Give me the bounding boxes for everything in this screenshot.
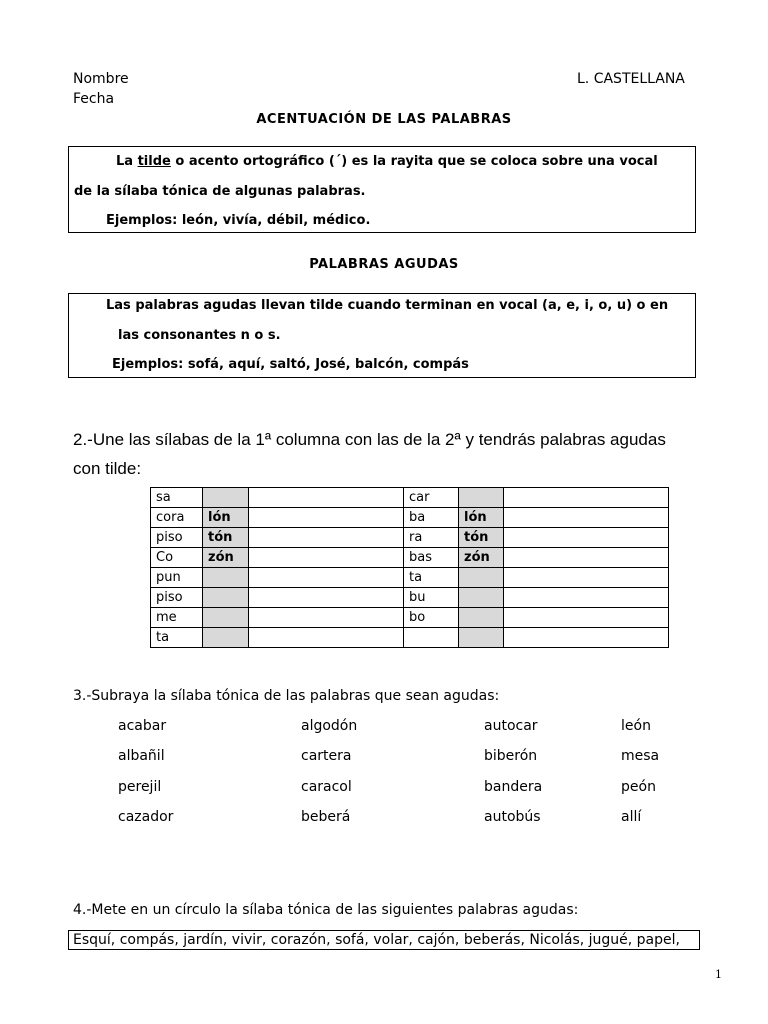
tilde-definition-box — [68, 146, 696, 233]
syllable-cell: piso — [151, 588, 203, 608]
table-row — [151, 488, 669, 508]
answer-cell[interactable] — [249, 548, 404, 568]
table-row — [151, 548, 669, 568]
exercise-3-word: beberá — [301, 809, 351, 825]
exercise-3-word: caracol — [301, 779, 352, 795]
syllable-cell: car — [404, 488, 459, 508]
syllable-ending-cell: lón — [459, 508, 504, 528]
exercise-3-word: acabar — [118, 718, 167, 734]
answer-cell[interactable] — [249, 588, 404, 608]
table-row — [151, 568, 669, 588]
tilde-examples: Ejemplos: león, vivía, débil, médico. — [106, 213, 371, 228]
syllable-cell: Co — [151, 548, 203, 568]
answer-cell[interactable] — [249, 508, 404, 528]
syllable-ending-cell — [459, 628, 504, 648]
syllable-ending-cell: tón — [459, 528, 504, 548]
syllable-ending-cell — [459, 568, 504, 588]
exercise-3-word: autocar — [484, 718, 538, 734]
table-row — [151, 588, 669, 608]
answer-cell[interactable] — [504, 548, 669, 568]
exercise-3-word: león — [621, 718, 651, 734]
syllable-ending-cell — [203, 628, 249, 648]
answer-cell[interactable] — [504, 508, 669, 528]
syllable-ending-cell — [459, 488, 504, 508]
syllable-ending-cell — [459, 608, 504, 628]
answer-cell[interactable] — [249, 528, 404, 548]
exercise-3-word: mesa — [621, 748, 660, 764]
fecha-label: Fecha — [73, 91, 115, 107]
agudas-rule-box — [68, 293, 696, 378]
tilde-word: tilde — [137, 154, 171, 169]
exercise-3-word: bandera — [484, 779, 543, 795]
syllable-cell: ra — [404, 528, 459, 548]
agudas-line-1: Las palabras agudas llevan tilde cuando terminan en vocal (a, e, i, o, u) o en — [106, 298, 669, 313]
exercise-2-line-1: 2.-Une las sílabas de la 1ª columna con las de la 2ª y tendrás palabras agudas — [73, 430, 666, 449]
answer-cell[interactable] — [249, 488, 404, 508]
syllable-cell: ta — [404, 568, 459, 588]
exercise-3-word: biberón — [484, 748, 538, 764]
syllable-cell — [404, 628, 459, 648]
syllable-cell: ba — [404, 508, 459, 528]
answer-cell[interactable] — [504, 488, 669, 508]
exercise-3-word: algodón — [301, 718, 358, 734]
exercise-3-word: perejil — [118, 779, 162, 795]
table-row — [151, 608, 669, 628]
exercise-3-word: autobús — [484, 809, 541, 825]
syllable-ending-cell: lón — [203, 508, 249, 528]
exercise-2-line-2: con tilde: — [73, 459, 142, 478]
syllable-cell: cora — [151, 508, 203, 528]
syllable-cell: sa — [151, 488, 203, 508]
syllable-cell: bas — [404, 548, 459, 568]
answer-cell[interactable] — [249, 608, 404, 628]
syllable-ending-cell — [203, 608, 249, 628]
exercise-3-word: peón — [621, 779, 656, 795]
answer-cell[interactable] — [504, 528, 669, 548]
syllable-cell: pun — [151, 568, 203, 588]
syllable-ending-cell — [203, 568, 249, 588]
exercise-3-heading: 3.-Subraya la sílaba tónica de las palabras que sean agudas: — [73, 688, 500, 704]
page-title: ACENTUACIÓN DE LAS PALABRAS — [256, 112, 512, 127]
syllable-cell: bo — [404, 608, 459, 628]
exercise-3-word: cartera — [301, 748, 352, 764]
syllable-cell: piso — [151, 528, 203, 548]
exercise-3-word: cazador — [118, 809, 174, 825]
tilde-line-2: de la sílaba tónica de algunas palabras. — [74, 184, 366, 199]
answer-cell[interactable] — [504, 608, 669, 628]
syllable-ending-cell: tón — [203, 528, 249, 548]
agudas-title: PALABRAS AGUDAS — [309, 257, 459, 272]
syllable-cell: bu — [404, 588, 459, 608]
answer-cell[interactable] — [504, 568, 669, 588]
subject-label: L. CASTELLANA — [577, 71, 685, 87]
syllable-ending-cell — [459, 588, 504, 608]
answer-cell[interactable] — [504, 588, 669, 608]
answer-cell[interactable] — [249, 628, 404, 648]
agudas-line-2: las consonantes n o s. — [118, 328, 281, 343]
exercise-3-word: albañil — [118, 748, 165, 764]
syllable-cell: me — [151, 608, 203, 628]
syllable-cell: ta — [151, 628, 203, 648]
nombre-label: Nombre — [73, 71, 129, 87]
exercise-2-heading — [73, 425, 666, 483]
table-row — [151, 508, 669, 528]
answer-cell[interactable] — [504, 628, 669, 648]
exercise-4-words-box: Esquí, compás, jardín, vivir, corazón, sofá, volar, cajón, beberás, Nicolás, jugué, papel, — [68, 930, 700, 950]
syllable-ending-cell: zón — [203, 548, 249, 568]
syllable-ending-cell — [203, 588, 249, 608]
table-row — [151, 528, 669, 548]
exercise-4-heading: 4.-Mete en un círculo la sílaba tónica de las siguientes palabras agudas: — [73, 902, 579, 918]
agudas-examples: Ejemplos: sofá, aquí, saltó, José, balcón, compás — [112, 357, 469, 372]
table-row — [151, 628, 669, 648]
tilde-line-1-post: o acento ortográfico (´) es la rayita que se coloca sobre una vocal — [175, 154, 658, 169]
syllable-ending-cell — [203, 488, 249, 508]
syllable-ending-cell: zón — [459, 548, 504, 568]
answer-cell[interactable] — [249, 568, 404, 588]
syllable-table — [150, 487, 669, 648]
tilde-line-1-pre: La — [116, 154, 134, 169]
tilde-line-1 — [116, 154, 658, 169]
exercise-3-word: allí — [621, 809, 642, 825]
page-number: 1 — [715, 968, 722, 981]
